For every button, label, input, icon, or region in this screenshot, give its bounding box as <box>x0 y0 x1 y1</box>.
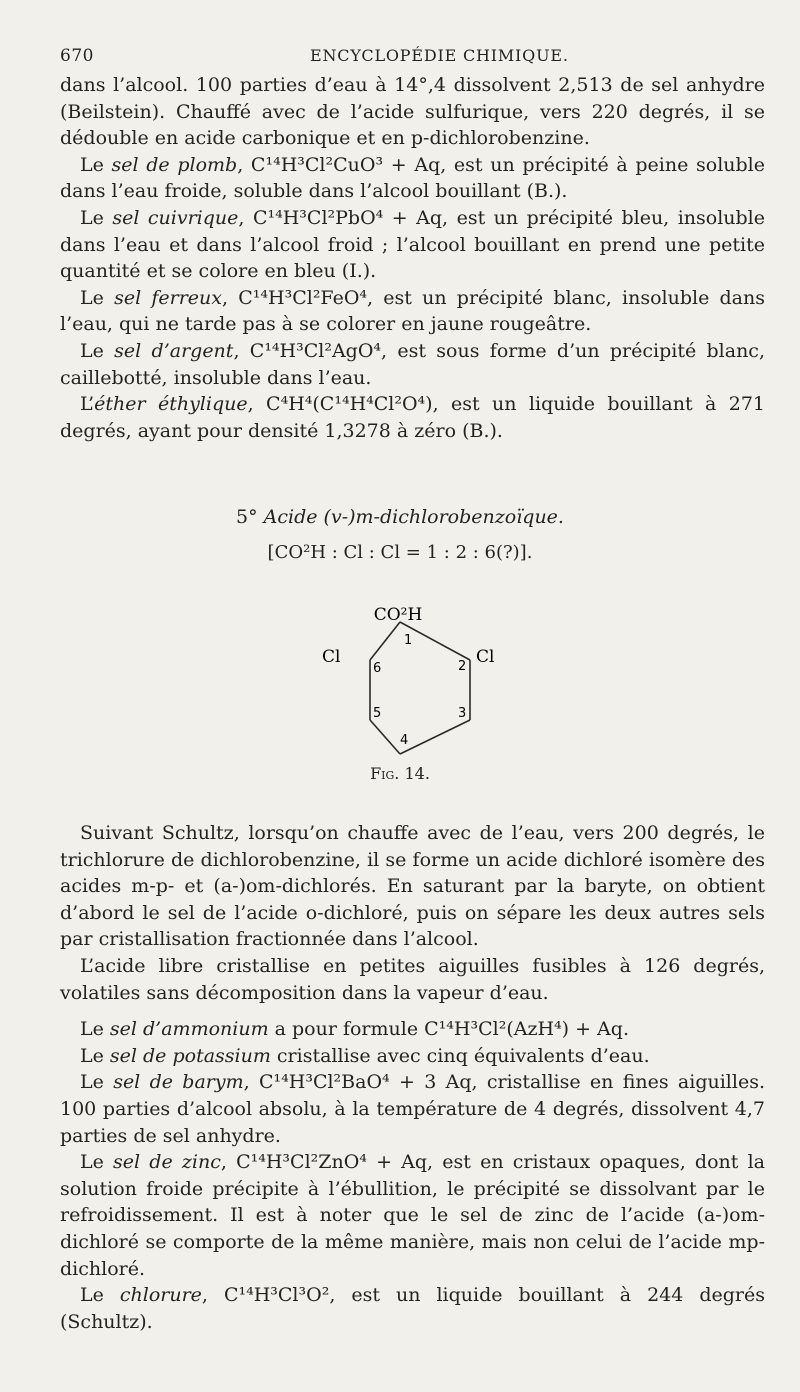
position-label: 4 <box>400 733 409 748</box>
paragraph: Le sel d’argent, C¹⁴H³Cl²AgO⁴, est sous forme d’un précipité blanc, caillebotté, insoluble dans l’eau. <box>60 339 765 389</box>
section-name: Acide (v-)m-dichlorobenzoïque. <box>263 506 564 528</box>
group-left: Cl <box>322 647 341 667</box>
paragraph: Le sel d’ammonium a pour formule C¹⁴H³Cl²(AzH⁴) + Aq. <box>80 1018 629 1041</box>
section-number: 5° <box>236 506 258 528</box>
text-block-upper <box>60 72 765 444</box>
position-label: 3 <box>458 706 467 721</box>
paragraph: L’éther éthylique, C⁴H⁴(C¹⁴H⁴Cl²O⁴), est un liquide bouillant à 271 degrés, ayant pour densité 1,3278 à zéro (B.). <box>60 393 766 442</box>
position-label: 1 <box>404 633 413 648</box>
paragraph: Le sel cuivrique, C¹⁴H³Cl²PbO⁴ + Aq, est un précipité bleu, insoluble dans l’eau et dans l’alcool froid ; l’alcool bouillant en prend une petite quantité et se colore en bleu (I.). <box>60 206 766 283</box>
position-label: 6 <box>373 661 382 676</box>
paragraph: Le chlorure, C¹⁴H³Cl³O², est un liquide bouillant à 244 degrés (Schultz). <box>60 1284 765 1333</box>
paragraph: Le sel de potassium cristallise avec cinq équivalents d’eau. <box>80 1044 650 1067</box>
running-title: ENCYCLOPÉDIE CHIMIQUE. <box>310 46 569 65</box>
bond-line <box>370 720 400 754</box>
group-top: CO²H <box>373 605 423 625</box>
paragraph: dans l’alcool. 100 parties d’eau à 14°,4 dissolvent 2,513 de sel anhydre (Beilstein). Chauffé avec de l’acide sulfurique, vers 220 degrés, il se dédouble en acide carbonique et en p-dichlorobenzine. <box>60 74 765 150</box>
paragraph: L’acide libre cristallise en petites aiguilles fusibles à 126 degrés, volatiles sans décomposition dans la vapeur d’eau. <box>60 954 765 1004</box>
paragraph: Suivant Schultz, lorsqu’on chauffe avec de l’eau, vers 200 degrés, le trichlorure de dichlorobenzine, il se forme un acide dichloré isomère des acides m-p- et (a-)om-dichlorés. En saturant par la baryte, on obtient d’abord le sel de l’acide o-dichloré, puis on sépare les deux autres sels par cristallisation fractionnée dans l’alcool. <box>60 822 765 951</box>
group-right: Cl <box>476 647 495 667</box>
page-number: 670 <box>60 46 94 66</box>
section-title <box>0 506 800 528</box>
benzene-ring-figure <box>300 592 500 762</box>
position-label: 5 <box>373 706 382 721</box>
section-formula: [CO²H : Cl : Cl = 1 : 2 : 6(?)]. <box>267 542 533 563</box>
figure-caption: Fig. 14. <box>370 764 430 783</box>
bond-line <box>370 622 400 660</box>
paragraph: Le sel ferreux, C¹⁴H³Cl²FeO⁴, est un précipité blanc, insoluble dans l’eau, qui ne tarde pas à se colorer en jaune rougeâtre. <box>60 286 765 336</box>
paragraph: Le sel de barym, C¹⁴H³Cl²BaO⁴ + 3 Aq, cristallise en fines aiguilles. 100 parties d’alcool absolu, à la température de 4 degrés, dissolvent 4,7 parties de sel anhydre. <box>60 1071 765 1147</box>
paragraph: Le sel de zinc, C¹⁴H³Cl²ZnO⁴ + Aq, est en cristaux opaques, dont la solution froide précipite à l’ébullition, le précipité se dissolvant par le refroidissement. Il est à noter que le sel de zinc de l’acide (a-)om-dichloré se comporte de la même manière, mais non celui de l’acide mp-dichloré. <box>60 1151 765 1280</box>
position-label: 2 <box>458 659 467 674</box>
text-block-lower <box>60 820 765 1335</box>
paragraph: Le sel de plomb, C¹⁴H³Cl²CuO³ + Aq, est un précipité à peine soluble dans l’eau froide, soluble dans l’alcool bouillant (B.). <box>60 153 765 203</box>
bond-line <box>400 720 470 754</box>
